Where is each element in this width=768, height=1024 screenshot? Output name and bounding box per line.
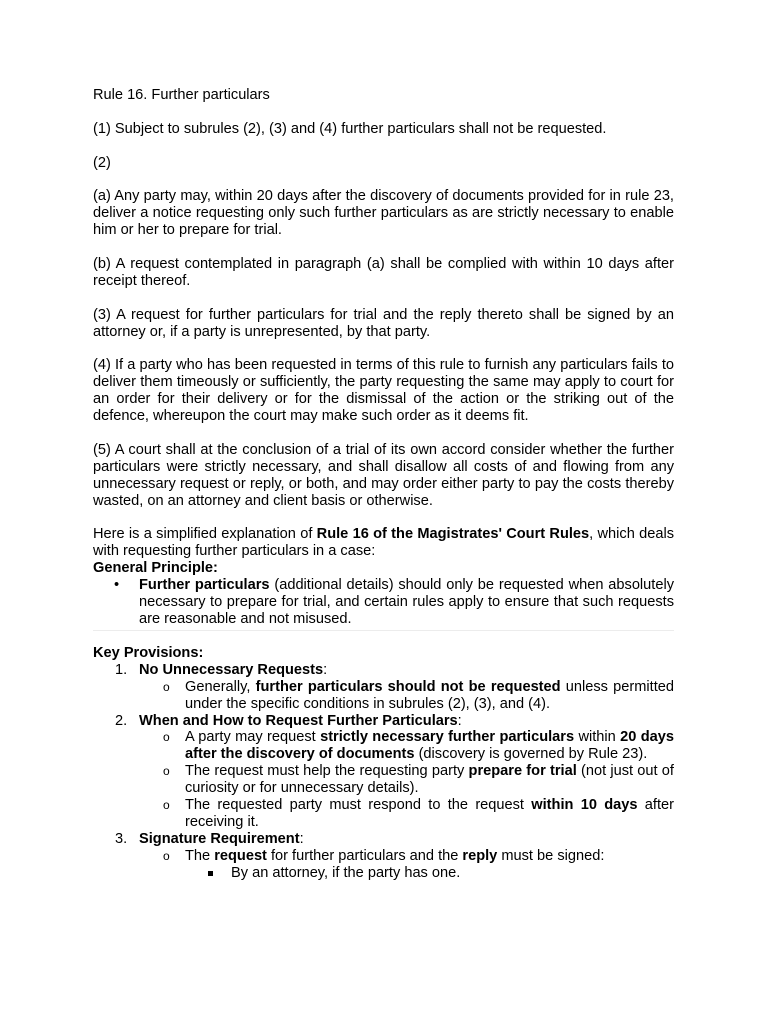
rule-paragraph-2: (2): [93, 154, 111, 171]
list-item: o The request must help the requesting party prepare for trial (not just out of curiosity or for unnecessary details).: [163, 763, 674, 797]
rule-paragraph-1: (1) Subject to subrules (2), (3) and (4) further particulars shall not be requested.: [93, 120, 607, 137]
provision-sublist: [139, 679, 674, 713]
rule-paragraph-2b: (b) A request contemplated in paragraph (a) shall be complied with within 10 days after receipt thereof.: [93, 256, 674, 289]
circle-bullet-icon: o: [163, 764, 170, 779]
rule-paragraph-4: (4) If a party who has been requested in terms of this rule to furnish any particulars fails to deliver them timeously or sufficiently, the party requesting the same may apply to court for an order for their delivery or for the dismissal of the action or the striking out of the defence, whereupon the court may make such order as it deems fit.: [93, 357, 674, 425]
intro-paragraph: [93, 526, 674, 560]
list-item: o A party may request strictly necessary further particulars within 20 days after the discovery of documents (discovery is governed by Rule 23).: [163, 729, 675, 763]
key-provisions-list: [93, 662, 674, 882]
provision-number: 3.: [115, 830, 128, 847]
list-item: By an attorney, if the party has one.: [185, 865, 674, 882]
intro-text-before: Here is a simplified explanation of: [93, 526, 317, 543]
circle-bullet-icon: o: [163, 798, 170, 813]
provision-item-3: 3. Signature Requirement: o The request for further particulars and the reply must be signed: By an attorney, if the party has one.: [93, 831, 674, 882]
provision-item-1: 1. No Unnecessary Requests: o Generally, further particulars should not be requested unless permitted under the specific conditions in subrules (2), (3), and (4).: [115, 661, 674, 712]
key-provisions-heading: Key Provisions:: [93, 644, 204, 661]
provision-number: 1.: [115, 661, 128, 678]
divider: [93, 630, 674, 631]
intro-text-bold: Rule 16 of the Magistrates' Court Rules: [316, 526, 590, 543]
list-item: o The requested party must respond to the request within 10 days after receiving it.: [163, 797, 674, 830]
document-page: [93, 87, 674, 882]
circle-bullet-icon: o: [163, 848, 170, 863]
provision-title: Signature Requirement: [139, 830, 300, 847]
circle-bullet-icon: o: [163, 730, 170, 745]
bullet-icon: •: [114, 577, 120, 594]
rule-paragraph-2a: (a) Any party may, within 20 days after the discovery of documents provided for in rule 23, deliver a notice requesting only such further particulars as are strictly necessary to enable him or her to prepare for trial.: [93, 188, 674, 239]
provision-number: 2.: [115, 712, 128, 729]
list-item: o Generally, further particulars should not be requested unless permitted under the specific conditions in subrules (2), (3), and (4).: [163, 678, 674, 712]
provision-item-2: 2. When and How to Request Further Particulars: o A party may request strictly necessary further particulars within 20 days after the discovery of documents (discovery is governed by Rule 23). o The request must help the requesting party prepare for trial (not just out of curiosity or for unnecessary details). o The requested party must respond to the request within 10 days after receiving it.: [115, 712, 675, 830]
circle-bullet-icon: o: [163, 679, 170, 694]
general-principle-list: [93, 577, 674, 628]
provision-title: No Unnecessary Requests: [139, 661, 324, 678]
square-bullet-icon: [208, 871, 213, 876]
provision-title: When and How to Request Further Particulars: [139, 712, 458, 729]
general-principle-heading: General Principle:: [93, 560, 218, 577]
bullet-bold: Further particulars: [139, 577, 270, 594]
intro-text-after: , which deals with requesting further particulars in a case:: [93, 526, 674, 560]
list-item: o The request for further particulars and the reply must be signed: By an attorney, if the party has one.: [139, 848, 674, 882]
provision-sublist: [139, 729, 674, 830]
provision-sub-sublist: [185, 865, 674, 882]
rule-paragraph-5: (5) A court shall at the conclusion of a trial of its own accord consider whether the further particulars were strictly necessary, and shall disallow all costs of and flowing from any unnecessary request or reply, or both, and may order either party to pay the costs thereby wasted, on an attorney and client basis or otherwise.: [93, 441, 674, 509]
rule-title: Rule 16. Further particulars: [93, 87, 270, 103]
rule-paragraph-3: (3) A request for further particulars for trial and the reply thereto shall be signed by an attorney or, if a party is unrepresented, by that party.: [93, 306, 674, 340]
bullet-text: (additional details) should only be requested when absolutely necessary to prepare for trial, and certain rules apply to ensure that such requests are reasonable and not misused.: [139, 577, 674, 627]
provision-sublist: [139, 848, 674, 882]
list-item: [93, 577, 674, 628]
